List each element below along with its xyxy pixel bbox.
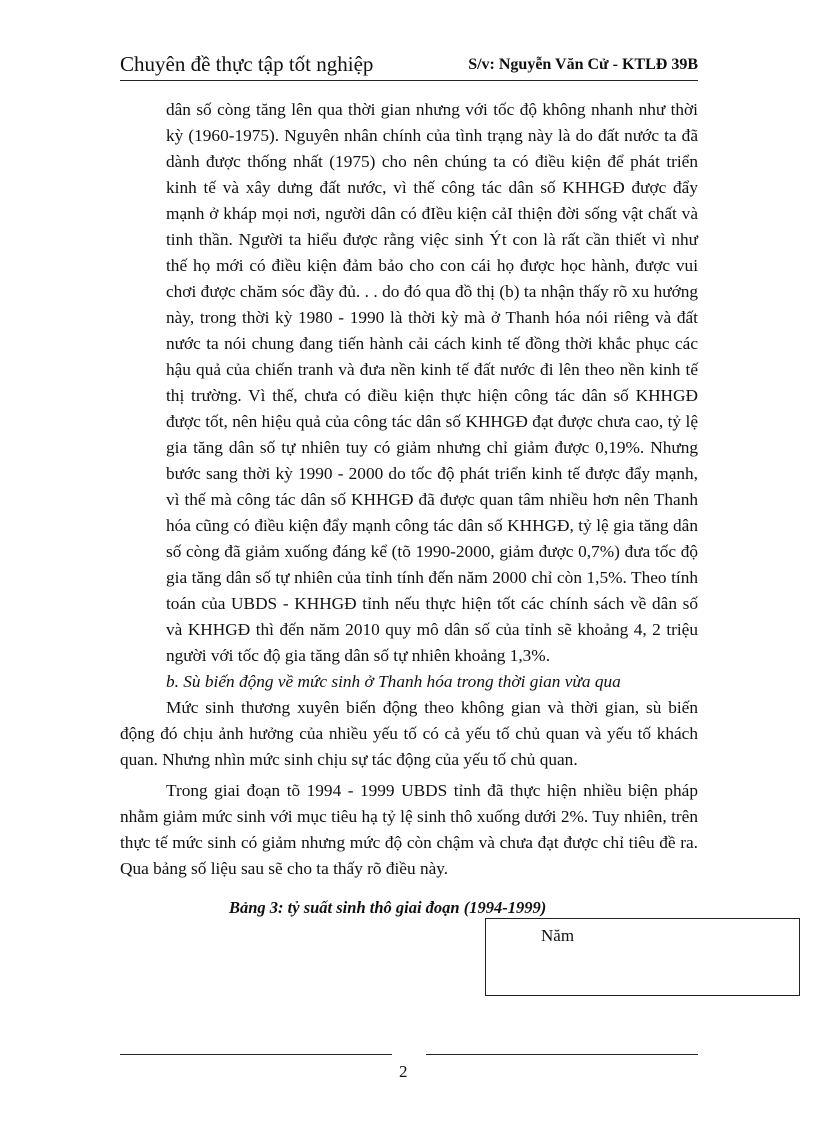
paragraph-1: dân số còng tăng lên qua thời gian nhưng với tốc độ không nhanh như thời kỳ (1960-1975). Nguyên nhân chính của tình trạng này là do đất nước ta đã dành được thống nhất (1975) cho nên chúng ta có điều kiện để phát triển kinh tế và xây dưng đất nước, vì thế công tác dân số KHHGĐ được đẩy mạnh ở kháp mọi nơi, người dân có đIều kiện cảI thiện đời sống vật chất và tinh thần. Người ta hiểu được rằng việc sinh Ýt con là rất cần thiết vì như thế họ mới có điều kiện đảm bảo cho con cái họ được học hành, được vui chơi được chăm sóc đầy đủ. . . do đó qua đồ thị (b) ta nhận thấy rõ xu hướng này, trong thời kỳ 1980 - 1990 là thời kỳ mà ở Thanh hóa nói riêng và đất nước ta nói chung đang tiến hành cải cách kinh tế đồng thời khắc phục các hậu quả của chiến tranh và đưa nền kinh tế đất nước đi lên theo nền kinh tế thị trường. Vì thế, chưa có điều kiện thực hiện công tác dân số KHHGĐ được tốt, nên hiệu quả của công tác dân số KHHGĐ đạt được chưa cao, tỷ lệ gia tăng dân số tự nhiên tuy có giảm nhưng chỉ giảm được 0,19%. Nhưng bước sang thời kỳ 1990 - 2000 do tốc độ phát triển kinh tế được đẩy mạnh, vì thế mà công tác dân số KHHGĐ đã được quan tâm nhiều hơn nên Thanh hóa cũng có điều kiện đẩy mạnh công tác dân số KHHGĐ, tỷ lệ gia tăng dân số còng đã giảm xuống đáng kể (tõ 1990-2000, giảm được 0,7%) đưa tốc độ gia tăng dân số tự nhiên của tỉnh tính đến năm 2000 chỉ còn 1,5%. Theo tính toán của UBDS - KHHGĐ tỉnh nếu thực hiện tốt các chính sách về dân số và KHHGĐ thì đến năm 2010 quy mô dân số của tỉnh sẽ khoảng 4, 2 triệu người với tốc độ gia tăng dân số tự nhiên khoảng 1,3%. bbox=[166, 100, 698, 665]
header-divider bbox=[120, 80, 698, 81]
footer-divider-left bbox=[120, 1054, 392, 1055]
section-subheading: b. Sù biến động về mức sinh ở Thanh hóa trong thời gian vừa qua bbox=[166, 672, 621, 691]
paragraph-2: Mức sinh thương xuyên biến động theo không gian và thời gian, sù biến động đó chịu ảnh hưởng của nhiều yếu tố có cả yếu tố chủ quan và yếu tố khách quan. Nhưng nhìn mức sinh chịu sự tác động của yếu tố chủ quan. bbox=[120, 698, 698, 769]
paragraph-3: Trong giai đoạn tõ 1994 - 1999 UBDS tỉnh đã thực hiện nhiều biện pháp nhằm giảm mức sinh với mục tiêu hạ tỷ lệ sinh thô xuống dưới 2%. Tuy nhiên, trên thực tế mức sinh có giảm nhưng mức độ còn chậm và chưa đạt được chỉ tiêu đề ra. Qua bảng số liệu sau sẽ cho ta thấy rõ điều này. bbox=[120, 781, 698, 878]
author-info: S/v: Nguyễn Văn Cử - KTLĐ 39B bbox=[468, 56, 698, 73]
page-number: 2 bbox=[399, 1062, 408, 1081]
data-table bbox=[485, 918, 800, 996]
document-title: Chuyên đề thực tập tốt nghiệp bbox=[120, 52, 374, 76]
table-column-header: Năm bbox=[541, 926, 575, 945]
table-title: Bảng 3: tỷ suất sinh thô giai đoạn (1994-1999) bbox=[229, 898, 547, 917]
footer-divider-right bbox=[426, 1054, 698, 1055]
page-header bbox=[120, 52, 698, 82]
document-body bbox=[120, 97, 698, 882]
